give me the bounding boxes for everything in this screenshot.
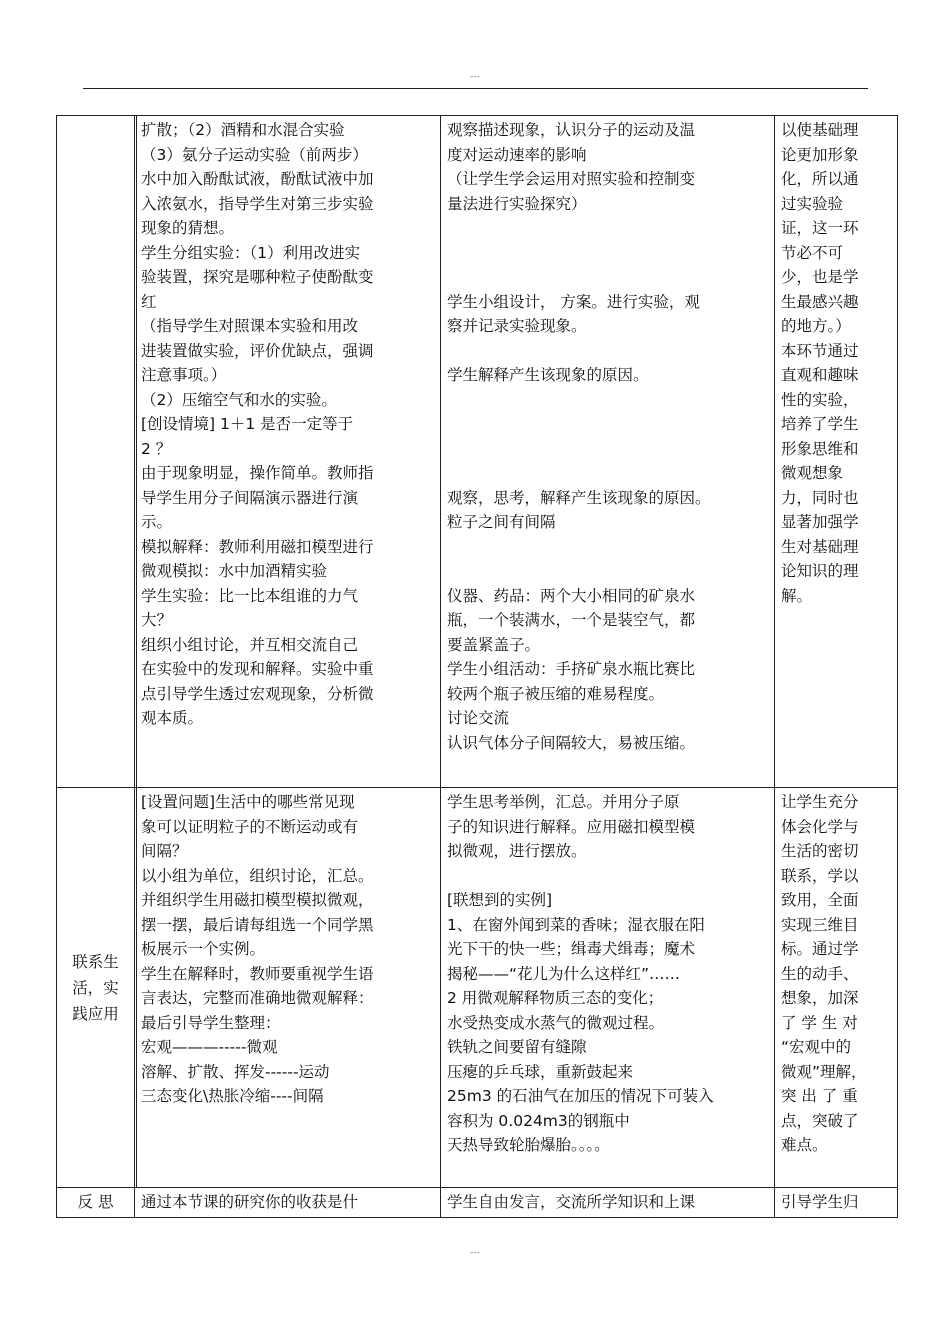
cell-line: 实现三维目	[781, 915, 859, 934]
cell-line: 导学生用分子间隔演示器进行演	[141, 488, 359, 507]
cell-line: 学生解释产生该现象的原因。	[447, 366, 649, 384]
cell-line: 容积为 0.024m3的钢瓶中	[447, 1111, 630, 1130]
cell-line	[447, 216, 768, 241]
cell-line: （指导学生对照课本实验和用改	[141, 317, 359, 335]
stage-cell	[57, 116, 135, 788]
cell-line: 突 出 了 重	[781, 1087, 858, 1105]
cell-line: 想象，加深	[781, 989, 859, 1007]
cell-line: 体会化学与	[781, 817, 859, 836]
cell-line: 量法进行实验探究）	[447, 194, 587, 213]
cell-line: 象可以证明粒子的不断运动或有	[141, 817, 359, 836]
cell-line: 生的动手、	[781, 964, 859, 983]
cell-line	[447, 265, 768, 290]
cell-line	[447, 864, 768, 889]
cell-line: 度对运动速率的影响	[447, 145, 587, 164]
cell-line: 水受热变成水蒸气的微观过程。	[447, 1013, 665, 1032]
design-intent-cell	[775, 788, 898, 1188]
cell-line: 联系，学以	[781, 866, 859, 885]
table-row	[57, 1188, 898, 1218]
cell-line: 摆一摆，最后请每组选一个同学黑	[141, 915, 374, 934]
cell-line: 仪器、药品：两个大小相同的矿泉水	[447, 586, 696, 605]
cell-line: 化，所以通	[781, 170, 859, 188]
cell-line: 培养了学生	[781, 415, 859, 433]
page-header-mark: ---	[470, 72, 480, 82]
design-intent-cell	[775, 116, 898, 788]
cell-line: 观本质。	[141, 709, 204, 727]
cell-line: 察并记录实验现象。	[447, 317, 587, 335]
page-footer-mark: ---	[470, 1248, 480, 1258]
cell-line: 粒子之间有间隔	[447, 513, 556, 531]
cell-line: 点引导学生透过宏观现象，分析微	[141, 684, 374, 703]
cell-line: 学生思考举例，汇总。并用分子原	[447, 793, 680, 811]
cell-line: 进装置做实验，评价优缺点，强调	[141, 341, 374, 360]
cell-line: 微观”理解，	[781, 1062, 867, 1081]
cell-line: 学生自由发言，交流所学知识和上课	[447, 1193, 696, 1211]
cell-line: 解。	[781, 586, 813, 605]
cell-line	[447, 388, 768, 413]
cell-line: 2 用微观解释物质三态的变化；	[447, 989, 664, 1007]
cell-line: 以小组为单位，组织讨论，汇总。	[141, 866, 374, 885]
cell-line	[447, 461, 768, 486]
cell-line: 在实验中的发现和解释。实验中重	[141, 660, 374, 678]
cell-line: 子的知识进行解释。应用磁扣模型模	[447, 817, 696, 836]
cell-line: 论知识的理	[781, 562, 859, 580]
cell-line: 节必不可	[781, 243, 844, 262]
cell-line: 溶解、扩散、挥发------运动	[141, 1062, 330, 1081]
cell-line: 少，也是学	[781, 268, 859, 286]
cell-line: 证，这一环	[781, 219, 859, 237]
cell-line: 学生分组实验：（1）利用改进实	[141, 243, 361, 262]
cell-line: 宏观———-----微观	[141, 1038, 278, 1056]
lesson-plan-table	[56, 115, 898, 1218]
cell-line: 由于现象明显，操作简单。教师指	[141, 464, 374, 482]
cell-line: 观察描述现象，认识分子的运动及温	[447, 121, 696, 139]
cell-line	[447, 412, 768, 437]
cell-line: 本环节通过	[781, 341, 859, 360]
cell-line: 生对基础理	[781, 537, 859, 556]
cell-line: “宏观中的	[781, 1038, 852, 1056]
cell-line: 生活的密切	[781, 842, 859, 860]
cell-line: 1、在窗外闻到菜的香味；湿衣服在阳	[447, 915, 705, 934]
cell-line: 间隔？	[141, 842, 188, 860]
table-row	[57, 116, 898, 788]
cell-line: 微观想象	[781, 464, 844, 482]
cell-line	[447, 437, 768, 462]
cell-line: 示。	[141, 513, 173, 531]
cell-line: （2）压缩空气和水的实验。	[141, 390, 337, 409]
cell-line: 较两个瓶子被压缩的难易程度。	[447, 684, 665, 703]
cell-line	[447, 241, 768, 266]
teacher-activity-cell	[135, 788, 441, 1188]
cell-line: 了 学 生 对	[781, 1013, 858, 1032]
cell-line: 学生实验：比一比本组谁的力气	[141, 586, 359, 605]
teacher-activity-cell	[135, 116, 441, 788]
cell-line: 板展示一个实例。	[141, 940, 266, 958]
cell-line: 形象思维和	[781, 439, 859, 458]
cell-line: 组织小组讨论，并互相交流自己	[141, 635, 359, 654]
cell-line: 扩散；（2）酒精和水混合实验	[141, 121, 345, 139]
stage-label: 联系生活，实践应用	[72, 952, 119, 1023]
cell-line: 模拟解释：教师利用磁扣模型进行	[141, 537, 374, 556]
cell-line: 验装置，探究是哪种粒子使酚酞变	[141, 268, 374, 286]
cell-line: 通过本节课的研究你的收获是什	[141, 1193, 359, 1211]
student-activity-cell	[441, 1188, 775, 1218]
cell-line: 三态变化\热胀冷缩----间隔	[141, 1087, 324, 1105]
cell-line: 引导学生归	[781, 1193, 859, 1211]
cell-line: [设置问题]生活中的哪些常见现	[141, 793, 355, 811]
cell-line: 揭秘——“花儿为什么这样红”……	[447, 964, 681, 983]
student-activity-cell	[441, 788, 775, 1188]
cell-line: 现象的猜想。	[141, 219, 235, 237]
cell-line: [创设情境] 1＋1 是否一定等于	[141, 415, 354, 433]
cell-line: （3）氨分子运动实验（前两步）	[141, 145, 368, 164]
cell-line: 学生在解释时，教师要重视学生语	[141, 964, 374, 983]
cell-line: 红	[141, 292, 157, 311]
cell-line: [联想到的实例]	[447, 891, 553, 909]
cell-line: 2 ？	[141, 439, 172, 458]
cell-line	[447, 559, 768, 584]
cell-line: （让学生学会运用对照实验和控制变	[447, 170, 696, 188]
cell-line: 学生小组活动：手挤矿泉水瓶比赛比	[447, 660, 696, 678]
cell-line: 力，同时也	[781, 488, 859, 507]
cell-line: 难点。	[781, 1136, 828, 1154]
cell-line: 压瘪的乒乓球，重新鼓起来	[447, 1062, 634, 1081]
cell-line: 水中加入酚酞试液，酚酞试液中加	[141, 170, 374, 188]
table-row	[57, 788, 898, 1188]
cell-line: 并组织学生用磁扣模型模拟微观，	[141, 891, 374, 909]
cell-line: 要盖紧盖子。	[447, 635, 541, 654]
cell-line: 直观和趣味	[781, 366, 859, 384]
design-intent-cell	[775, 1188, 898, 1218]
cell-line: 拟微观，进行摆放。	[447, 842, 587, 860]
cell-line: 光下干的快一些；缉毒犬缉毒；魔术	[447, 940, 696, 958]
cell-line: 生最感兴趣	[781, 292, 859, 311]
stage-cell	[57, 1188, 135, 1218]
cell-line: 25m3 的石油气在加压的情况下可装入	[447, 1087, 714, 1105]
cell-line: 最后引导学生整理：	[141, 1013, 281, 1032]
cell-line: 讨论交流	[447, 709, 510, 727]
cell-line: 天热导致轮胎爆胎。。。。	[447, 1136, 610, 1154]
cell-line: 让学生充分	[781, 793, 859, 811]
cell-line: 显著加强学	[781, 513, 859, 531]
student-activity-cell	[441, 116, 775, 788]
cell-line: 瓶，一个装满水，一个是装空气，都	[447, 611, 696, 629]
cell-line: 点，突破了	[781, 1111, 859, 1130]
cell-line: 注意事项。）	[141, 366, 227, 384]
cell-line: 以使基础理	[781, 121, 859, 139]
cell-line: 观察，思考，解释产生该现象的原因。	[447, 488, 711, 507]
cell-line: 的地方。）	[781, 317, 851, 335]
cell-line: 言表达，完整而准确地微观解释：	[141, 989, 374, 1007]
cell-line: 标。通过学	[781, 940, 859, 958]
cell-line: 性的实验，	[781, 390, 859, 409]
cell-line: 入浓氨水，指导学生对第三步实验	[141, 194, 374, 213]
stage-cell	[57, 788, 135, 1188]
cell-line: 铁轨之间要留有缝隙	[447, 1038, 587, 1056]
cell-line: 致用，全面	[781, 891, 859, 909]
cell-line: 论更加形象	[781, 145, 859, 164]
teacher-activity-cell	[135, 1188, 441, 1218]
header-rule	[83, 88, 868, 89]
stage-label: 反 思	[77, 1193, 114, 1211]
cell-line: 大？	[141, 611, 173, 629]
cell-line: 微观模拟：水中加酒精实验	[141, 562, 328, 580]
cell-line: 认识气体分子间隔较大，易被压缩。	[447, 733, 696, 752]
cell-line: 学生小组设计， 方案。进行实验，观	[447, 292, 700, 311]
cell-line	[447, 535, 768, 560]
cell-line: 过实验验	[781, 194, 844, 213]
cell-line	[447, 339, 768, 364]
